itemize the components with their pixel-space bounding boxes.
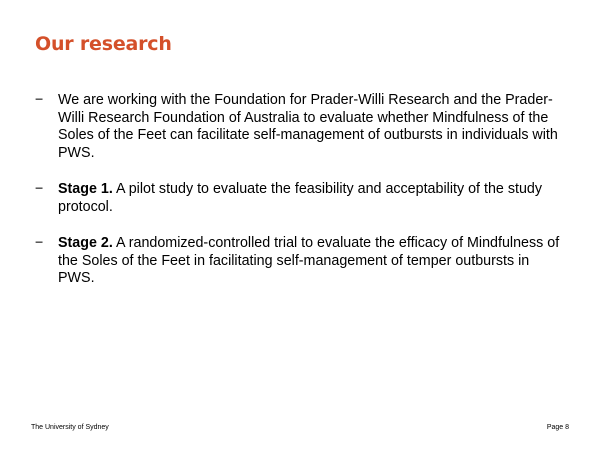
dash-icon: − xyxy=(35,181,44,197)
bullet-lead: Stage 2. xyxy=(58,235,113,251)
dash-icon: − xyxy=(35,235,44,251)
bullet-item-partnership xyxy=(35,92,565,162)
page-number: Page 8 xyxy=(546,424,569,431)
dash-icon: − xyxy=(35,92,44,108)
bullet-text: A pilot study to evaluate the feasibility and acceptability of the study protocol. xyxy=(58,181,542,215)
bullet-list xyxy=(35,92,565,307)
slide-title: Our research xyxy=(35,33,172,55)
bullet-lead: Stage 1. xyxy=(58,181,113,197)
bullet-item-stage-2 xyxy=(35,235,565,288)
bullet-item-stage-1 xyxy=(35,181,565,216)
bullet-text: We are working with the Foundation for Prader-Willi Research and the Prader-Willi Research Foundation of Australia to evaluate whether Mindfulness of the Soles of the Feet can facilitate self-management of outbursts in individuals with PWS. xyxy=(58,92,558,161)
footer-institution: The University of Sydney xyxy=(31,424,109,431)
bullet-text: A randomized-controlled trial to evaluate the efficacy of Mindfulness of the Soles of the Feet in facilitating self-management of temper outbursts in PWS. xyxy=(58,235,560,286)
